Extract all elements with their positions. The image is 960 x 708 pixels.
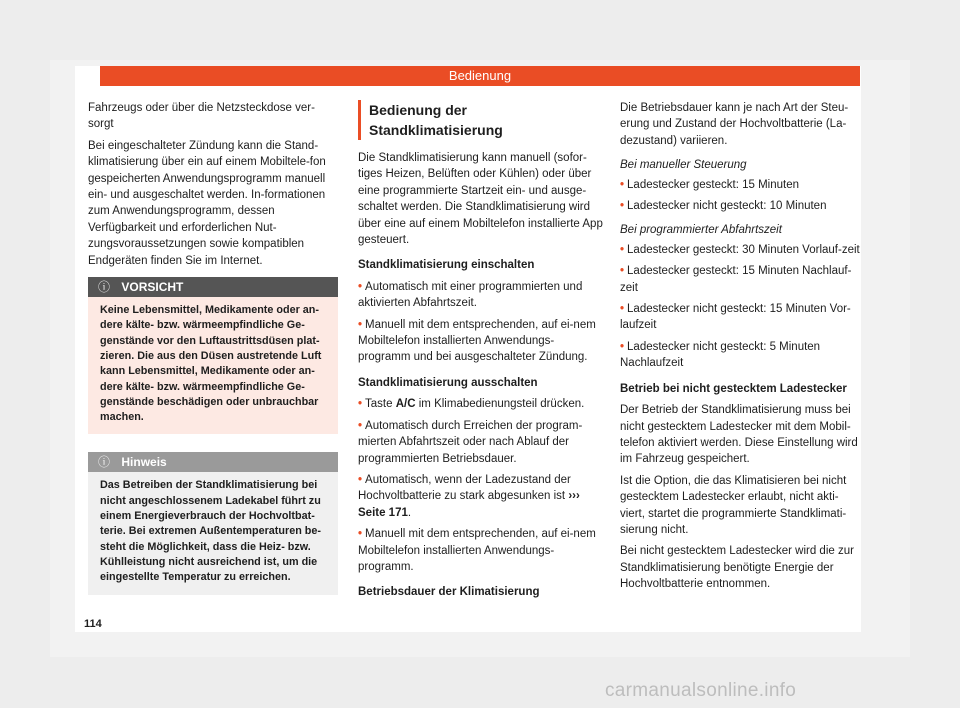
list-item: • Ladestecker gesteckt: 15 Minuten Nachlauf-zeit — [620, 265, 852, 294]
warning-circle-icon: ⓘ — [98, 280, 111, 295]
paragraph-no-charger-1: Der Betrieb der Standklimatisierung muss bei nicht gestecktem Ladestecker mit dem Mobil-telefon aktiviert werden. Diese Einstellung wird im Fahrzeug gespeichert. — [620, 404, 858, 466]
note-title: Hinweis — [121, 455, 167, 470]
note-header — [88, 452, 338, 472]
list-item: • Automatisch mit einer programmierten und aktivierten Abfahrtszeit. — [358, 280, 583, 310]
paragraph-no-charger-2: Ist die Option, die das Klimatisieren bei nicht gestecktem Ladestecker erlaubt, nicht akti-viert, startet die programmierte Standklimati-sierung nicht. — [620, 474, 847, 536]
bullet-dot-icon: • — [620, 265, 625, 278]
bullet-dot-icon: • — [358, 318, 363, 331]
bullet-dot-icon: • — [358, 280, 363, 293]
list-item: • Automatisch, wenn der Ladezustand der Hochvoltbatterie zu stark abgesunken ist ››› Seite 171. — [358, 473, 580, 519]
bullet-dot-icon: • — [620, 243, 625, 256]
subheading-no-charger: Betrieb bei nicht gestecktem Ladestecker — [620, 382, 847, 395]
bullet-dot-icon: • — [358, 419, 363, 432]
intro-paragraph: Die Standklimatisierung kann manuell (sofor-tiges Heizen, Belüften oder Kühlen) oder über eine programmierte Startzeit ein- und ausge-schaltet werden. Die Standklimatisierung wird über eine auf einem Mobiltelefon installierte App gesteuert. — [358, 152, 603, 247]
caution-header — [88, 277, 338, 297]
page-number: 114 — [84, 618, 102, 630]
subheading-programmed: Bei programmierter Abfahrtszeit — [620, 224, 782, 237]
column-middle — [358, 100, 603, 606]
subheading-duration: Betriebsdauer der Klimatisierung — [358, 586, 540, 599]
bullet-dot-icon: • — [358, 473, 363, 486]
list-item: • Taste A/C im Klimabedienungsteil drücken. — [358, 398, 585, 411]
bullet-dot-icon: • — [358, 398, 363, 411]
paragraph-app-info: Bei eingeschalteter Zündung kann die Stand-klimatisierung über ein auf einem Mobiltele-fon gespeicherten Anwendungsprogramm manuell ein- und ausgeschaltet werden. In-formationen zum Anwendungsprogramm, dessen Verfügbarkeit und erforderlichen Nut-zungsvoraussetzungen sowie kompatiblen Endgeräten finden Sie im Internet. — [88, 139, 326, 267]
section-header: Bedienung — [100, 66, 860, 86]
list-item: • Manuell mit dem entsprechenden, auf ei-nem Mobiltelefon installierten Anwendungs-programm und bei ausgeschalteter Zündung. — [358, 318, 596, 364]
list-item: • Ladestecker nicht gesteckt: 10 Minuten — [620, 200, 827, 213]
paragraph-continued: Fahrzeugs oder über die Netzsteckdose ver-sorgt — [88, 102, 315, 131]
subheading-switch-on: Standklimatisierung einschalten — [358, 259, 535, 272]
list-item: • Ladestecker nicht gesteckt: 15 Minuten Vor-laufzeit — [620, 303, 851, 332]
column-right — [620, 100, 862, 598]
bullet-dot-icon: • — [620, 178, 625, 191]
list-item: • Automatisch durch Erreichen der program-mierten Abfahrtszeit oder nach Ablauf der programmierten Betriebsdauer. — [358, 419, 583, 465]
column-left — [88, 100, 338, 595]
bullet-dot-icon: • — [620, 303, 625, 316]
watermark: carmanualsonline.info — [605, 680, 797, 701]
caution-title: VORSICHT — [121, 280, 184, 295]
bullet-dot-icon: • — [620, 200, 625, 213]
list-item: • Ladestecker nicht gesteckt: 5 Minuten Nachlaufzeit — [620, 340, 821, 370]
bullet-dot-icon: • — [620, 340, 625, 353]
duration-intro: Die Betriebsdauer kann je nach Art der Steu-erung und Zustand der Hochvoltbatterie (La-dezustand) variieren. — [620, 102, 849, 147]
page-reference-link[interactable]: ››› Seite 171 — [358, 490, 580, 519]
list-item: • Ladestecker gesteckt: 30 Minuten Vorlauf-zeit — [620, 243, 860, 256]
list-item: • Ladestecker gesteckt: 15 Minuten — [620, 178, 799, 191]
bullet-dot-icon: • — [358, 528, 363, 541]
caution-box — [88, 277, 338, 434]
paragraph-no-charger-3: Bei nicht gestecktem Ladestecker wird die zur Standklimatisierung benötigte Energie der Hochvoltbatterie entnommen. — [620, 545, 854, 591]
note-box — [88, 452, 338, 594]
info-icon: ⓘ — [98, 455, 111, 470]
caution-text: Keine Lebensmittel, Medikamente oder an-dere kälte- bzw. wärmeempfindliche Ge-genstände vor den Luftaustrittsdüsen plat-zieren. Die aus den Düsen austretende Luft kann Lebensmittel, Medikamente oder an-dere kälte- bzw. wärmeempfindliche Ge-genstände beschädigen oder unbrauchbar machen. — [88, 297, 338, 434]
section-title: Bedienung der Standklimatisierung — [358, 100, 603, 140]
subheading-manual: Bei manueller Steuerung — [620, 159, 747, 172]
ac-key-label: A/C — [395, 398, 416, 411]
note-text: Das Betreiben der Standklimatisierung bei nicht angeschlossenem Ladekabel führt zu einem Energieverbrauch der Hochvoltbat-terie. Bei extremen Außentemperaturen be-steht die Möglichkeit, dass die Heiz- bzw. Kühlleistung nicht ausreichend ist, um die eingestellte Temperatur zu erreichen. — [88, 472, 338, 594]
subheading-switch-off: Standklimatisierung ausschalten — [358, 376, 538, 389]
list-item: • Manuell mit dem entsprechenden, auf ei-nem Mobiltelefon installierten Anwendungs-programm. — [358, 528, 596, 573]
